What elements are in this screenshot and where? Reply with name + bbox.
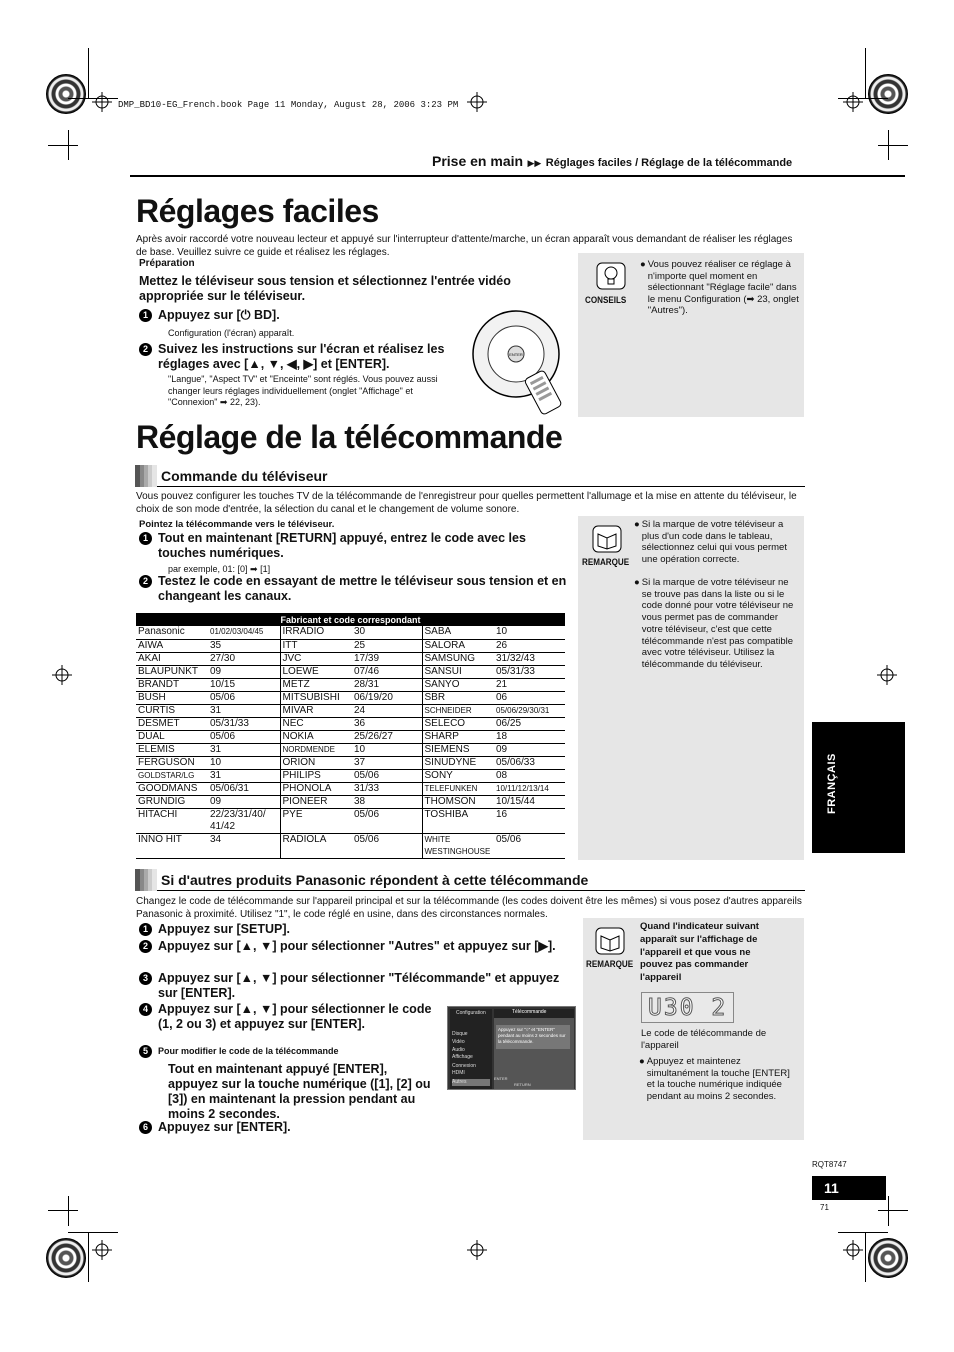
table-cell-manufacturer: DUAL: [136, 730, 208, 743]
table-cell-manufacturer: Panasonic: [136, 626, 208, 639]
table-cell-manufacturer: BRANDT: [136, 678, 208, 691]
prep-text: Mettez le téléviseur sous tension et sélectionnez l'entrée vidéo appropriée sur le téléviseur.: [139, 274, 511, 303]
header-rule: [130, 175, 905, 177]
table-cell-code: 01/02/03/04/45: [208, 626, 280, 639]
breadcrumb-arrows: ▶▶: [527, 158, 542, 168]
table-cell-code: 09: [208, 795, 280, 808]
table-cell-manufacturer: SALORA: [422, 639, 494, 652]
table-cell-manufacturer: FERGUSON: [136, 756, 208, 769]
table-cell-manufacturer: NOKIA: [280, 730, 352, 743]
table-cell-manufacturer: SAMSUNG: [422, 652, 494, 665]
other-intro: Changez le code de télécommande sur l'appareil principal et sur la télécommande (les codes doivent être les mêmes) si vous posez d'autres appareils Panasonic à proximité. Utilisez "1", le code réglé en usine, dans des circonstances normales.: [136, 896, 802, 920]
registration-target-icon: [46, 1238, 86, 1278]
table-row: [136, 665, 565, 678]
osd-config: Configuration: [456, 1010, 486, 1016]
table-cell-manufacturer: PIONEER: [280, 795, 352, 808]
osd-menu-item: Autres: [452, 1079, 490, 1086]
table-cell-manufacturer: SINUDYNE: [422, 756, 494, 769]
step-number: 5: [139, 1045, 152, 1058]
table-cell-manufacturer: SELECO: [422, 717, 494, 730]
table-cell-code: 25: [352, 639, 422, 652]
table-cell-manufacturer: HITACHI: [136, 808, 208, 833]
table-cell-code: 10/15/44: [494, 795, 565, 808]
section-header-tv-title: Commande du téléviseur: [161, 468, 328, 484]
easy-step-1-sub: Configuration (l'écran) apparaît.: [168, 328, 295, 338]
table-cell-code: 17/39: [352, 652, 422, 665]
osd-menu-item: HDMI: [452, 1070, 465, 1076]
table-cell-code: 16: [494, 808, 565, 833]
table-cell-code: 36: [352, 717, 422, 730]
table-cell-code: 06/19/20: [352, 691, 422, 704]
section-header-other-title: Si d'autres produits Panasonic répondent à cette télécommande: [161, 872, 589, 888]
easy-step-2-text: Suivez les instructions sur l'écran et réalisez les réglages avec [▲, ▼, ◀, ▶] et [ENTER].: [158, 342, 445, 371]
crosshair-icon: [92, 92, 112, 112]
lightbulb-icon: [596, 262, 626, 290]
table-cell-manufacturer: MIVAR: [280, 704, 352, 717]
page-number: 11: [812, 1176, 886, 1200]
table-cell-manufacturer: INNO HIT: [136, 833, 208, 858]
lcd-display: [641, 992, 734, 1023]
table-cell-manufacturer: MITSUBISHI: [280, 691, 352, 704]
table-cell-code: 18: [494, 730, 565, 743]
note-text-2: ● Si la marque de votre téléviseur ne se trouve pas dans la liste ou si le code donné pour votre téléviseur ne vous permet pas de commander votre téléviseur, c'est que cette télécommande n'est pas compatible avec votre téléviseur. Utilisez la télécommande du téléviseur.: [634, 577, 794, 670]
step-number: 1: [139, 532, 152, 545]
other-step-6: [139, 1120, 439, 1135]
table-cell-manufacturer: BLAUPUNKT: [136, 665, 208, 678]
tips-text: ● Vous pouvez réaliser ce réglage à n'importe quel moment en sélectionnant "Réglage facile" dans le menu Configuration (➡ 23, onglet "Autres").: [640, 259, 799, 316]
manufacturer-code-table: [136, 613, 565, 859]
table-cell-manufacturer: PHILIPS: [280, 769, 352, 782]
table-cell-manufacturer: TOSHIBA: [422, 808, 494, 833]
crosshair-icon: [52, 665, 72, 685]
table-cell-manufacturer: SIEMENS: [422, 743, 494, 756]
table-row: [136, 678, 565, 691]
table-cell-code: 05/06: [352, 769, 422, 782]
table-cell-code: 10/11/12/13/14: [494, 782, 565, 795]
table-cell-code: 05/06: [208, 691, 280, 704]
table-cell-manufacturer: WHITE WESTINGHOUSE: [422, 833, 494, 858]
table-cell-code: 05/06/33: [494, 756, 565, 769]
other-step-4-text: Appuyez sur [▲, ▼] pour sélectionner le code (1, 2 ou 3) et appuyez sur [ENTER].: [158, 1002, 432, 1031]
tv-step-1-sub: par exemple, 01: [0] ➡ [1]: [168, 564, 271, 574]
osd-return: RETURN: [514, 1082, 531, 1087]
table-cell-code: 25/26/27: [352, 730, 422, 743]
table-cell-manufacturer: SHARP: [422, 730, 494, 743]
tv-step-1-text: Tout en maintenant [RETURN] appuyé, entrez le code avec les touches numériques.: [158, 531, 526, 560]
other-step-6-text: Appuyez sur [ENTER].: [158, 1120, 291, 1134]
table-cell-code: 35: [208, 639, 280, 652]
table-row: [136, 730, 565, 743]
table-cell-code: 10: [352, 743, 422, 756]
osd-menu-item: Connexion: [452, 1063, 476, 1069]
other-step-1-text: Appuyez sur [SETUP].: [158, 922, 290, 936]
table-row: [136, 808, 565, 833]
table-cell-manufacturer: METZ: [280, 678, 352, 691]
table-cell-code: 10: [208, 756, 280, 769]
step-number: 3: [139, 972, 152, 985]
other-step-4: [139, 1002, 439, 1032]
registration-target-icon: [868, 1238, 908, 1278]
table-cell-manufacturer: PHONOLA: [280, 782, 352, 795]
osd-menu-item: Disque: [452, 1031, 468, 1037]
table-cell-manufacturer: THOMSON: [422, 795, 494, 808]
other-step-1: [139, 922, 569, 937]
step-number: 1: [139, 923, 152, 936]
tips-label: CONSEILS: [585, 295, 627, 306]
table-row: [136, 626, 565, 639]
easy-step-1: [139, 308, 459, 340]
table-cell-code: 37: [352, 756, 422, 769]
step-number: 2: [139, 343, 152, 356]
note-text-1: ● Si la marque de votre téléviseur a plus d'un code dans le tableau, sélectionnez celui qui vous permet une opération correcte.: [634, 519, 787, 566]
table-cell-code: 31/33: [352, 782, 422, 795]
crosshair-icon: [843, 1240, 863, 1260]
osd-message: Appuyez sur "○" et "ENTER" pendant au moins 2 secondes sur la télécommande.: [496, 1025, 570, 1049]
setup-menu-screenshot: [447, 1006, 576, 1090]
tv-step-1: [139, 531, 569, 576]
table-cell-manufacturer: JVC: [280, 652, 352, 665]
table-row: [136, 795, 565, 808]
step-number: 2: [139, 575, 152, 588]
other-step-5-label: Pour modifier le code de la télécommande: [158, 1045, 339, 1056]
table-cell-code: 09: [208, 665, 280, 678]
table-cell-code: 08: [494, 769, 565, 782]
table-cell-code: 09: [494, 743, 565, 756]
osd-menu-item: Vidéo: [452, 1039, 465, 1045]
remote-control-illustration: [472, 310, 582, 420]
table-cell-manufacturer: SANYO: [422, 678, 494, 691]
note-2-bullet: ● Appuyez et maintenez simultanément la touche [ENTER] et la touche numérique indiquée pendant au moins 2 secondes.: [639, 1056, 790, 1103]
other-step-3: [139, 971, 569, 1001]
step-number: 4: [139, 1003, 152, 1016]
table-cell-code: 31: [208, 743, 280, 756]
table-row: [136, 769, 565, 782]
table-cell-code: 26: [494, 639, 565, 652]
table-cell-manufacturer: AKAI: [136, 652, 208, 665]
table-cell-code: 34: [208, 833, 280, 858]
table-cell-code: 31: [208, 769, 280, 782]
table-cell-code: 24: [352, 704, 422, 717]
other-step-5: [139, 1045, 439, 1122]
table-row: [136, 782, 565, 795]
tv-intro: Vous pouvez configurer les touches TV de la télécommande de l'enregistreur pour quelles permettent l'allumage et la mise en attente du téléviseur, le choix de son mode d'entrée, la sélection du canal et le changement de volume sonore.: [136, 491, 797, 515]
osd-menu-item: Audio: [452, 1047, 465, 1053]
table-cell-code: 10: [494, 626, 565, 639]
step-number: 2: [139, 940, 152, 953]
table-cell-code: 05/31/33: [208, 717, 280, 730]
breadcrumb: [432, 153, 792, 171]
point-label: Pointez la télécommande vers le téléviseur.: [139, 519, 335, 530]
section-header-other: [135, 869, 805, 891]
table-cell-manufacturer: GOLDSTAR/LG: [136, 769, 208, 782]
table-cell-manufacturer: CURTIS: [136, 704, 208, 717]
osd-title: Télécommande: [494, 1009, 574, 1018]
easy-step-1-text: Appuyez sur [⏻ BD].: [158, 308, 280, 322]
doc-code: RQT8747: [812, 1160, 847, 1169]
table-cell-code: 31: [208, 704, 280, 717]
svg-text:ENTER: ENTER: [509, 352, 523, 357]
table-cell-manufacturer: SANSUI: [422, 665, 494, 678]
crosshair-icon: [467, 92, 487, 112]
table-cell-manufacturer: TELEFUNKEN: [422, 782, 494, 795]
table-cell-manufacturer: AIWA: [136, 639, 208, 652]
note-label: REMARQUE: [582, 557, 630, 568]
book-icon: [592, 525, 622, 553]
other-step-2: [139, 939, 569, 954]
table-row: [136, 717, 565, 730]
table-cell-manufacturer: SCHNEIDER: [422, 704, 494, 717]
table-cell-manufacturer: NEC: [280, 717, 352, 730]
table-cell-code: 05/06: [352, 833, 422, 858]
tv-step-2-text: Testez le code en essayant de mettre le téléviseur sous tension et en changeant les canaux.: [158, 574, 567, 603]
table-cell-manufacturer: DESMET: [136, 717, 208, 730]
other-step-3-text: Appuyez sur [▲, ▼] pour sélectionner "Télécommande" et appuyez sur [ENTER].: [158, 971, 560, 1000]
table-cell-manufacturer: IRRADIO: [280, 626, 352, 639]
easy-step-2-sub: "Langue", "Aspect TV" et "Enceinte" sont réglés. Vous pouvez aussi changer leurs réglages individuellement (onglet "Affichage" et "Connexion" ➡ 22, 23).: [168, 374, 438, 407]
section-title-remote: Réglage de la télécommande: [136, 419, 563, 455]
table-row: [136, 691, 565, 704]
breadcrumb-section: Prise en main: [432, 153, 524, 169]
table-cell-manufacturer: SONY: [422, 769, 494, 782]
tv-step-2: [139, 574, 569, 604]
other-step-2-text: Appuyez sur [▲, ▼] pour sélectionner "Autres" et appuyez sur [▶].: [158, 939, 556, 953]
page-small: 71: [820, 1203, 829, 1212]
step-number: 1: [139, 309, 152, 322]
registration-target-icon: [46, 74, 86, 114]
table-cell-code: 05/31/33: [494, 665, 565, 678]
table-cell-code: 10/15: [208, 678, 280, 691]
language-tab: [812, 722, 905, 853]
table-cell-manufacturer: GOODMANS: [136, 782, 208, 795]
table-cell-code: 22/23/31/40/ 41/42: [208, 808, 280, 833]
crosshair-icon: [467, 1240, 487, 1260]
registration-target-icon: [868, 74, 908, 114]
table-cell-code: 05/06: [494, 833, 565, 858]
page-title: Réglages faciles: [136, 193, 379, 229]
table-cell-code: 07/46: [352, 665, 422, 678]
table-cell-code: 30: [352, 626, 422, 639]
prep-label: Préparation: [139, 258, 195, 269]
table-cell-manufacturer: RADIOLA: [280, 833, 352, 858]
table-cell-code: 06/25: [494, 717, 565, 730]
lcd-display-text: U30 2: [648, 995, 728, 1021]
section-header-tv: [135, 465, 805, 487]
step-number: 6: [139, 1121, 152, 1134]
note-label-2: REMARQUE: [586, 959, 634, 970]
table-cell-code: 05/06/29/30/31: [494, 704, 565, 717]
table-cell-code: 38: [352, 795, 422, 808]
language-tab-label: FRANÇAIS: [826, 753, 838, 814]
table-cell-manufacturer: ITT: [280, 639, 352, 652]
book-icon: [595, 927, 625, 955]
table-row: [136, 743, 565, 756]
easy-intro: Après avoir raccordé votre nouveau lecteur et appuyé sur l'interrupteur d'attente/marche, un écran apparaît vous demandant de réaliser les réglages de base. Veuillez suivre ce guide et réalisez les réglages.: [136, 234, 793, 258]
crosshair-icon: [843, 92, 863, 112]
table-cell-code: 31/32/43: [494, 652, 565, 665]
other-step-5-text: Tout en maintenant appuyé [ENTER], appuyez sur la touche numérique ([1], [2] ou [3]) en maintenant la pression pendant au moins 2 secondes.: [168, 1062, 431, 1121]
table-cell-code: 06: [494, 691, 565, 704]
table-cell-code: 05/06: [352, 808, 422, 833]
table-row: [136, 704, 565, 717]
osd-menu-item: Affichage: [452, 1054, 473, 1060]
table-cell-manufacturer: ORION: [280, 756, 352, 769]
table-cell-code: 05/06/31: [208, 782, 280, 795]
note-2-caption: Le code de télécommande de l'appareil: [641, 1028, 767, 1051]
table-cell-code: 28/31: [352, 678, 422, 691]
osd-enter: ENTER: [494, 1076, 508, 1081]
table-cell-code: 21: [494, 678, 565, 691]
table-cell-manufacturer: SABA: [422, 626, 494, 639]
table-cell-code: 27/30: [208, 652, 280, 665]
table-cell-manufacturer: PYE: [280, 808, 352, 833]
table-cell-manufacturer: LOEWE: [280, 665, 352, 678]
table-cell-manufacturer: ELEMIS: [136, 743, 208, 756]
breadcrumb-path: Réglages faciles / Réglage de la télécommande: [545, 157, 793, 169]
table-row: [136, 756, 565, 769]
table-header: Fabricant et code correspondant: [136, 613, 565, 626]
table-cell-manufacturer: SBR: [422, 691, 494, 704]
crosshair-icon: [877, 665, 897, 685]
table-row: [136, 639, 565, 652]
table-cell-manufacturer: BUSH: [136, 691, 208, 704]
table-cell-code: 05/06: [208, 730, 280, 743]
table-cell-manufacturer: NORDMENDE: [280, 743, 352, 756]
table-row: [136, 652, 565, 665]
print-header: DMP_BD10-EG_French.book Page 11 Monday, August 28, 2006 3:23 PM: [118, 100, 459, 110]
crosshair-icon: [92, 1240, 112, 1260]
table-row: [136, 833, 565, 858]
table-cell-manufacturer: GRUNDIG: [136, 795, 208, 808]
easy-step-2: [139, 342, 459, 409]
note-2-heading: Quand l'indicateur suivant apparaît sur l'affichage de l'appareil et que vous ne pouvez pas commander l'appareil: [640, 921, 759, 984]
